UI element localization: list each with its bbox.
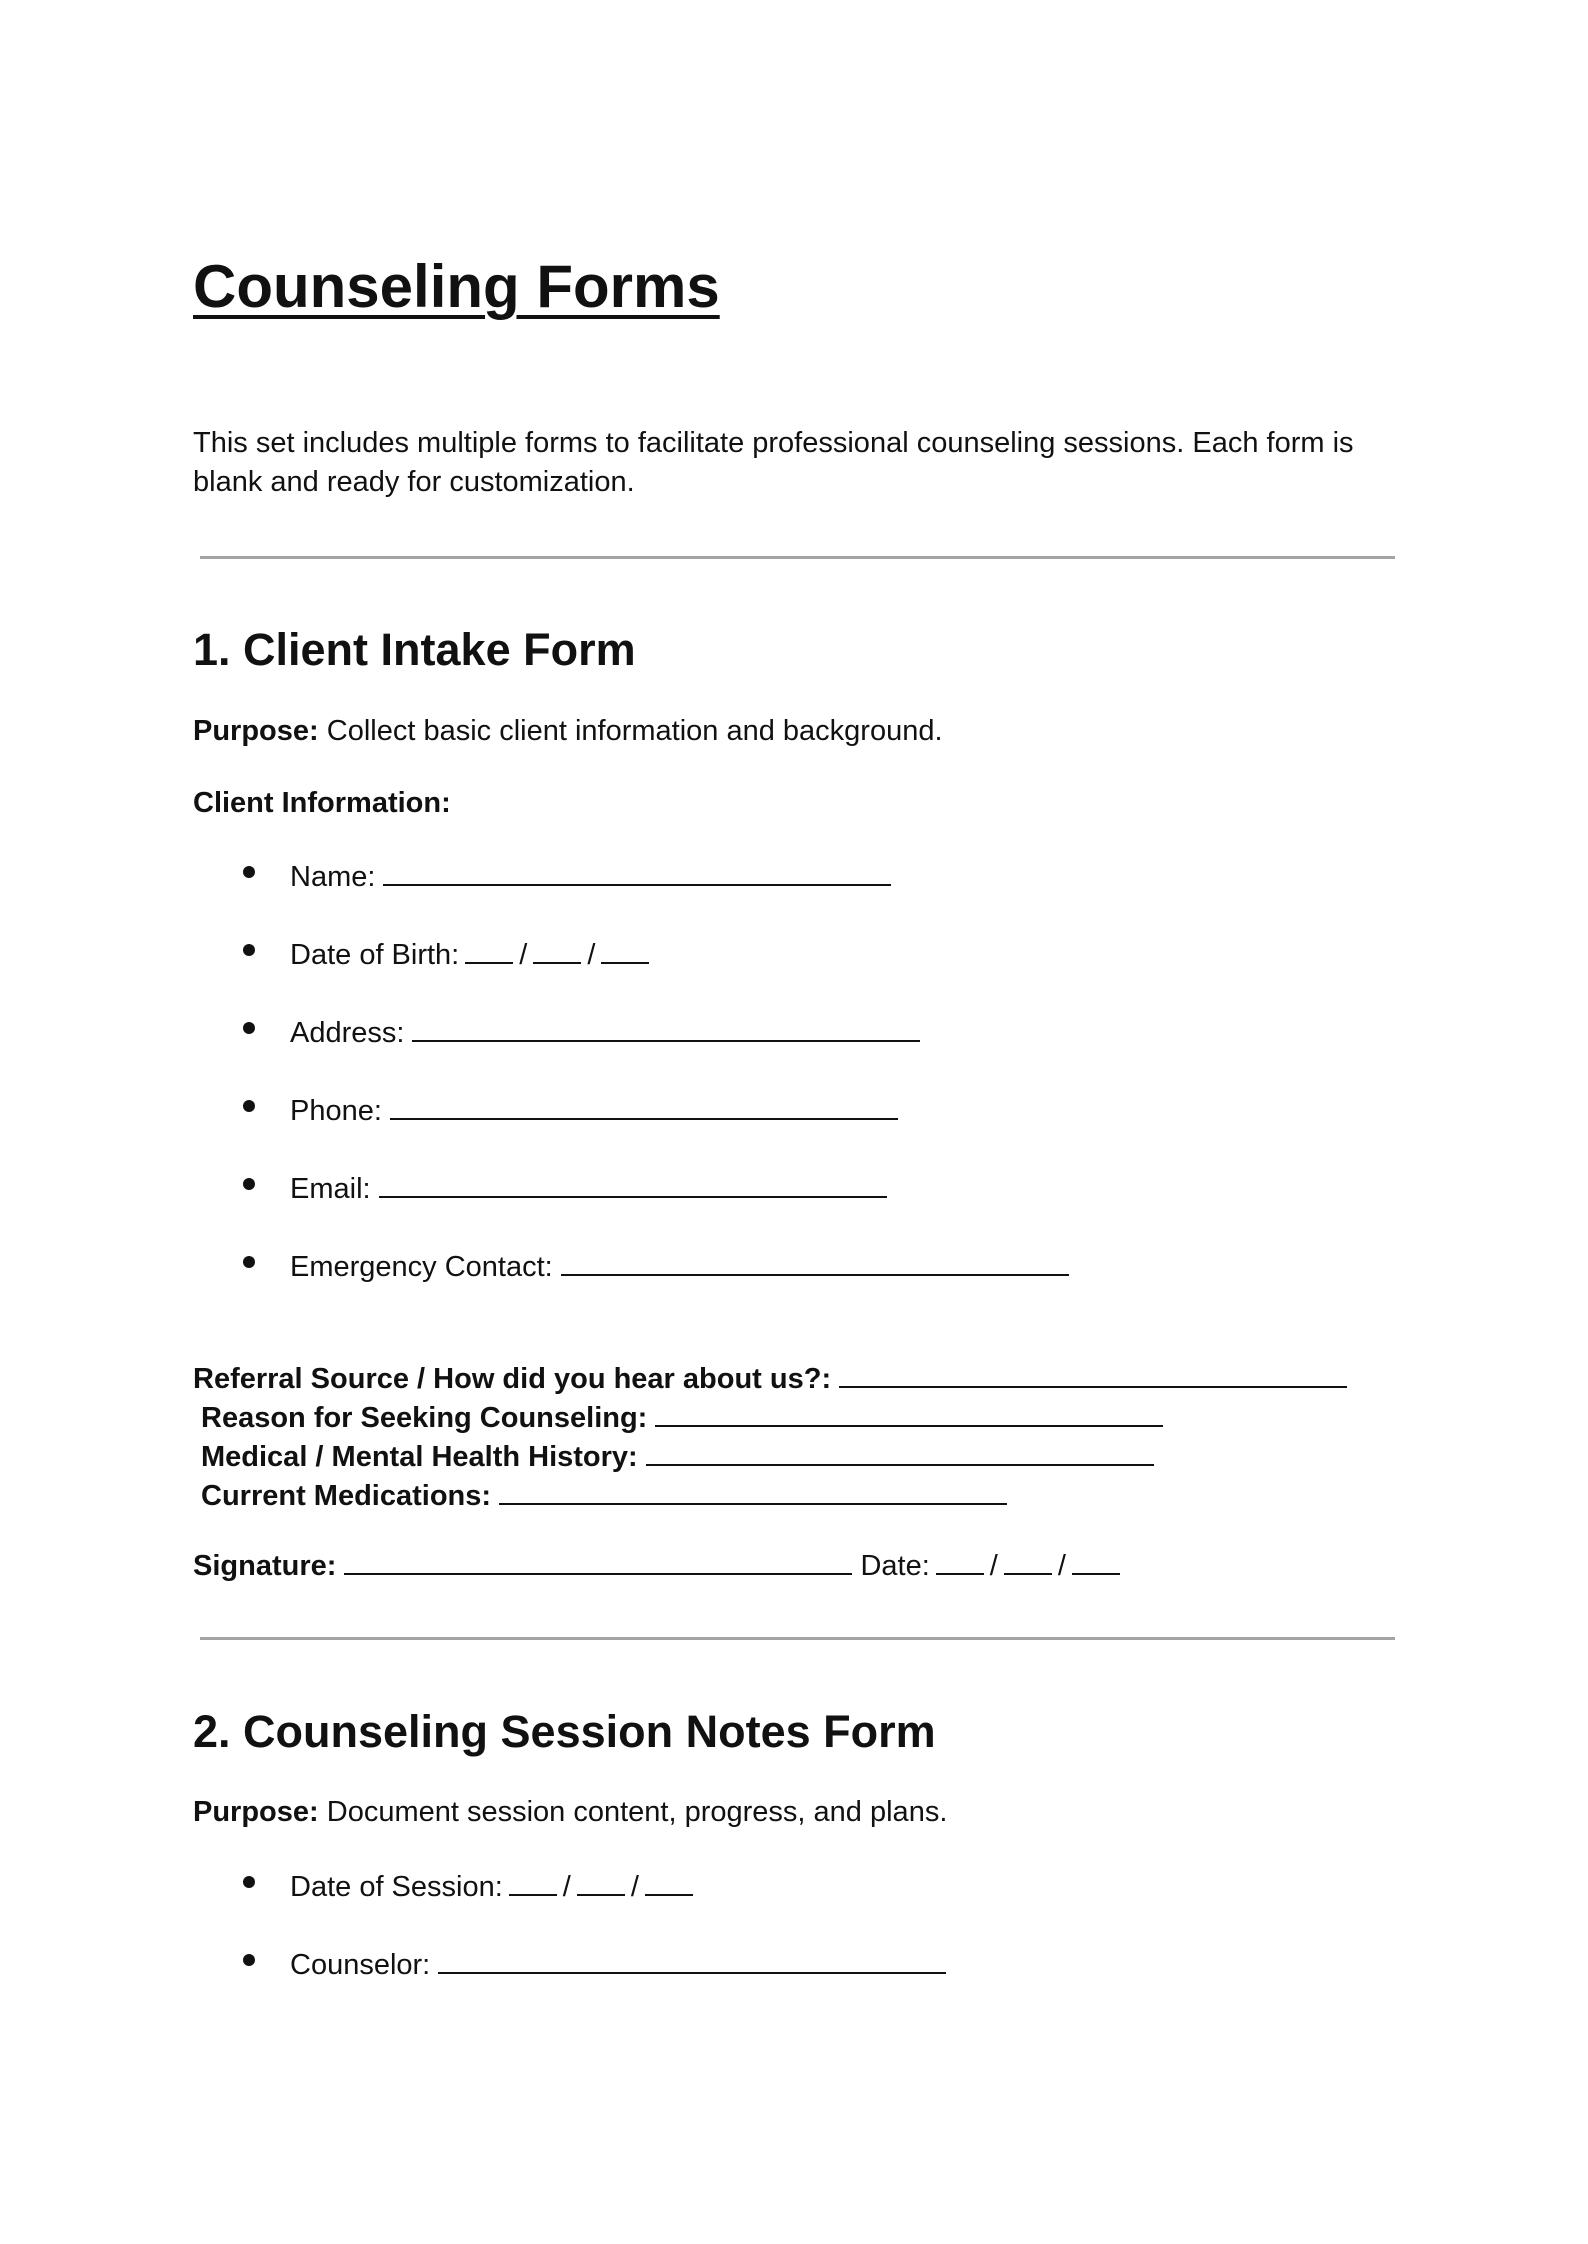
- bullet-icon: [243, 866, 255, 878]
- email-field[interactable]: [379, 1168, 887, 1198]
- purpose-text: Collect basic client information and background.: [326, 715, 943, 747]
- address-label: Address:: [290, 1017, 405, 1049]
- client-intake-heading: 1. Client Intake Form: [193, 624, 636, 675]
- dob-day-field[interactable]: [533, 934, 581, 964]
- date-separator: /: [1057, 1550, 1066, 1582]
- signature-date-month-field[interactable]: [936, 1545, 984, 1575]
- medications-field[interactable]: [499, 1475, 1007, 1505]
- bullet-icon: [243, 1022, 255, 1034]
- emergency-contact-field[interactable]: [561, 1246, 1069, 1276]
- referral-field[interactable]: [839, 1358, 1347, 1388]
- history-field[interactable]: [646, 1436, 1154, 1466]
- purpose-text: Document session content, progress, and plans.: [326, 1796, 948, 1828]
- signature-label: Signature:: [193, 1550, 337, 1582]
- client-information-label: Client Information:: [193, 787, 451, 819]
- email-label: Email:: [290, 1173, 371, 1205]
- intro-paragraph: This set includes multiple forms to facilitate professional counseling sessions. Each form is blank and ready for customization.: [193, 427, 1354, 498]
- date-separator: /: [519, 939, 528, 971]
- bullet-icon: [243, 1876, 255, 1888]
- date-label: Date:: [860, 1550, 930, 1582]
- intake-purpose: [193, 714, 943, 748]
- signature-date-day-field[interactable]: [1004, 1545, 1052, 1575]
- purpose-label: Purpose:: [193, 715, 319, 747]
- medications-row: [201, 1475, 1007, 1513]
- session-date-day-field[interactable]: [577, 1866, 625, 1896]
- date-separator: /: [630, 1871, 639, 1903]
- signature-field[interactable]: [344, 1545, 852, 1575]
- referral-row: [193, 1358, 1347, 1396]
- name-label: Name:: [290, 861, 376, 893]
- phone-field[interactable]: [390, 1090, 898, 1120]
- session-date-month-field[interactable]: [509, 1866, 557, 1896]
- dob-month-field[interactable]: [465, 934, 513, 964]
- date-separator: /: [562, 1871, 571, 1903]
- reason-field[interactable]: [655, 1397, 1163, 1427]
- referral-label: Referral Source / How did you hear about us?:: [193, 1363, 832, 1395]
- session-notes-heading: 2. Counseling Session Notes Form: [193, 1706, 936, 1757]
- reason-label: Reason for Seeking Counseling:: [201, 1402, 648, 1434]
- section-divider: [200, 1637, 1395, 1640]
- document-title: Counseling Forms: [193, 253, 720, 320]
- counselor-field[interactable]: [438, 1944, 946, 1974]
- bullet-icon: [243, 1954, 255, 1966]
- medications-label: Current Medications:: [201, 1480, 492, 1512]
- bullet-icon: [243, 944, 255, 956]
- reason-row: [201, 1397, 1163, 1435]
- counselor-label: Counselor:: [290, 1949, 431, 1981]
- session-date-label: Date of Session:: [290, 1871, 503, 1903]
- phone-label: Phone:: [290, 1095, 382, 1127]
- bullet-icon: [243, 1100, 255, 1112]
- purpose-label: Purpose:: [193, 1796, 319, 1828]
- dob-label: Date of Birth:: [290, 939, 460, 971]
- address-field[interactable]: [412, 1012, 920, 1042]
- name-field[interactable]: [383, 856, 891, 886]
- bullet-icon: [243, 1178, 255, 1190]
- session-purpose: [193, 1795, 947, 1829]
- emergency-contact-label: Emergency Contact:: [290, 1251, 553, 1283]
- date-separator: /: [587, 939, 596, 971]
- date-separator: /: [989, 1550, 998, 1582]
- history-label: Medical / Mental Health History:: [201, 1441, 638, 1473]
- section-divider: [200, 556, 1395, 559]
- bullet-icon: [243, 1256, 255, 1268]
- dob-year-field[interactable]: [601, 934, 649, 964]
- session-date-year-field[interactable]: [645, 1866, 693, 1896]
- signature-date-year-field[interactable]: [1072, 1545, 1120, 1575]
- history-row: [201, 1436, 1154, 1474]
- signature-row: [193, 1545, 1126, 1583]
